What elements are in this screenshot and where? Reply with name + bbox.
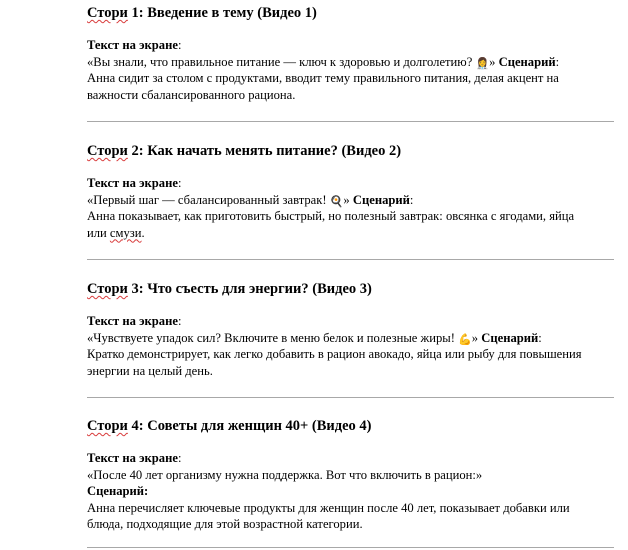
story-title — [87, 280, 587, 298]
spellcheck-word: Стори — [87, 143, 128, 159]
spellcheck-word: Стори — [87, 5, 128, 21]
screen-text-colon: : — [177, 451, 182, 465]
story-body — [87, 54, 587, 104]
scenario-text-end: . — [141, 225, 145, 240]
story-2 — [87, 142, 587, 241]
screen-quote: «После 40 лет организму нужна поддержка. Вот что включить в рацион:» — [87, 467, 483, 482]
doctor-woman-icon: 👩‍⚕️ — [475, 56, 490, 70]
scenario-colon: : — [409, 192, 414, 207]
screen-quote: «Вы знали, что правильное питание — ключ к здоровью и долголетию? — [87, 54, 476, 69]
screen-text-colon: : — [177, 38, 182, 52]
flexed-biceps-icon: 💪 — [458, 332, 472, 346]
quote-close: » — [343, 192, 353, 207]
screen-text-colon: : — [177, 314, 182, 328]
section-divider — [87, 121, 614, 122]
screen-text-label: Текст на экране — [87, 176, 178, 190]
section-divider — [87, 397, 614, 398]
section-divider — [87, 259, 614, 260]
story-title — [87, 417, 587, 435]
screen-text-colon: : — [177, 176, 182, 190]
frying-pan-icon: 🍳 — [329, 194, 344, 208]
scenario-colon: : — [555, 54, 560, 69]
screen-quote: «Чувствуете упадок сил? Включите в меню белок и полезные жиры! — [87, 330, 459, 345]
story-title-text: 1: Введение в тему (Видео 1) — [127, 5, 317, 21]
screen-quote: «Первый шаг — сбалансированный завтрак! — [87, 192, 330, 207]
screen-text-label: Текст на экране — [87, 314, 178, 328]
scenario-label: Сценарий — [352, 192, 410, 207]
scenario-label: Сценарий — [481, 330, 539, 345]
scenario-colon: : — [538, 330, 542, 345]
story-title-text: 4: Советы для женщин 40+ (Видео 4) — [127, 418, 372, 434]
story-body — [87, 192, 587, 242]
story-3 — [87, 280, 587, 379]
screen-text-label: Текст на экране — [87, 451, 178, 465]
story-1 — [87, 4, 587, 103]
scenario-heading — [87, 483, 587, 500]
spellcheck-word: Стори — [87, 418, 128, 434]
story-body — [87, 330, 587, 380]
story-4 — [87, 417, 587, 533]
spellcheck-word: Стори — [87, 281, 128, 297]
quote-close: » — [471, 330, 482, 345]
story-title — [87, 142, 587, 160]
story-title — [87, 4, 587, 22]
story-title-text: 3: Что съесть для энергии? (Видео 3) — [127, 281, 372, 297]
scenario-colon: : — [144, 484, 149, 498]
scenario-label: Сценарий — [87, 484, 145, 498]
scenario-text: Анна показывает, как приготовить быстрый, но полезный завтрак: овсянка с ягодами, яйца или — [87, 209, 575, 240]
spellcheck-word: смузи — [109, 225, 142, 240]
scenario-label: Сценарий — [498, 54, 556, 69]
scenario-text: Анна сидит за столом с продуктами, вводит тему правильного питания, делая акцент на важности сбалансированного рациона. — [87, 71, 559, 102]
screen-text-heading — [87, 175, 587, 192]
screen-text-heading — [87, 37, 587, 54]
quote-close: » — [489, 54, 499, 69]
screen-text-label: Текст на экране — [87, 38, 178, 52]
scenario-text: Анна перечисляет ключевые продукты для женщин после 40 лет, показывает добавки или блюда, подходящие для этой возрастной категории. — [87, 500, 570, 531]
screen-text-heading — [87, 313, 587, 330]
section-divider — [87, 547, 614, 548]
story-title-text: 2: Как начать менять питание? (Видео 2) — [127, 143, 402, 159]
scenario-text: Кратко демонстрирует, как легко добавить в рацион авокадо, яйца или рыбу для повышения энергии на целый день. — [87, 347, 582, 378]
screen-text-heading — [87, 450, 587, 467]
